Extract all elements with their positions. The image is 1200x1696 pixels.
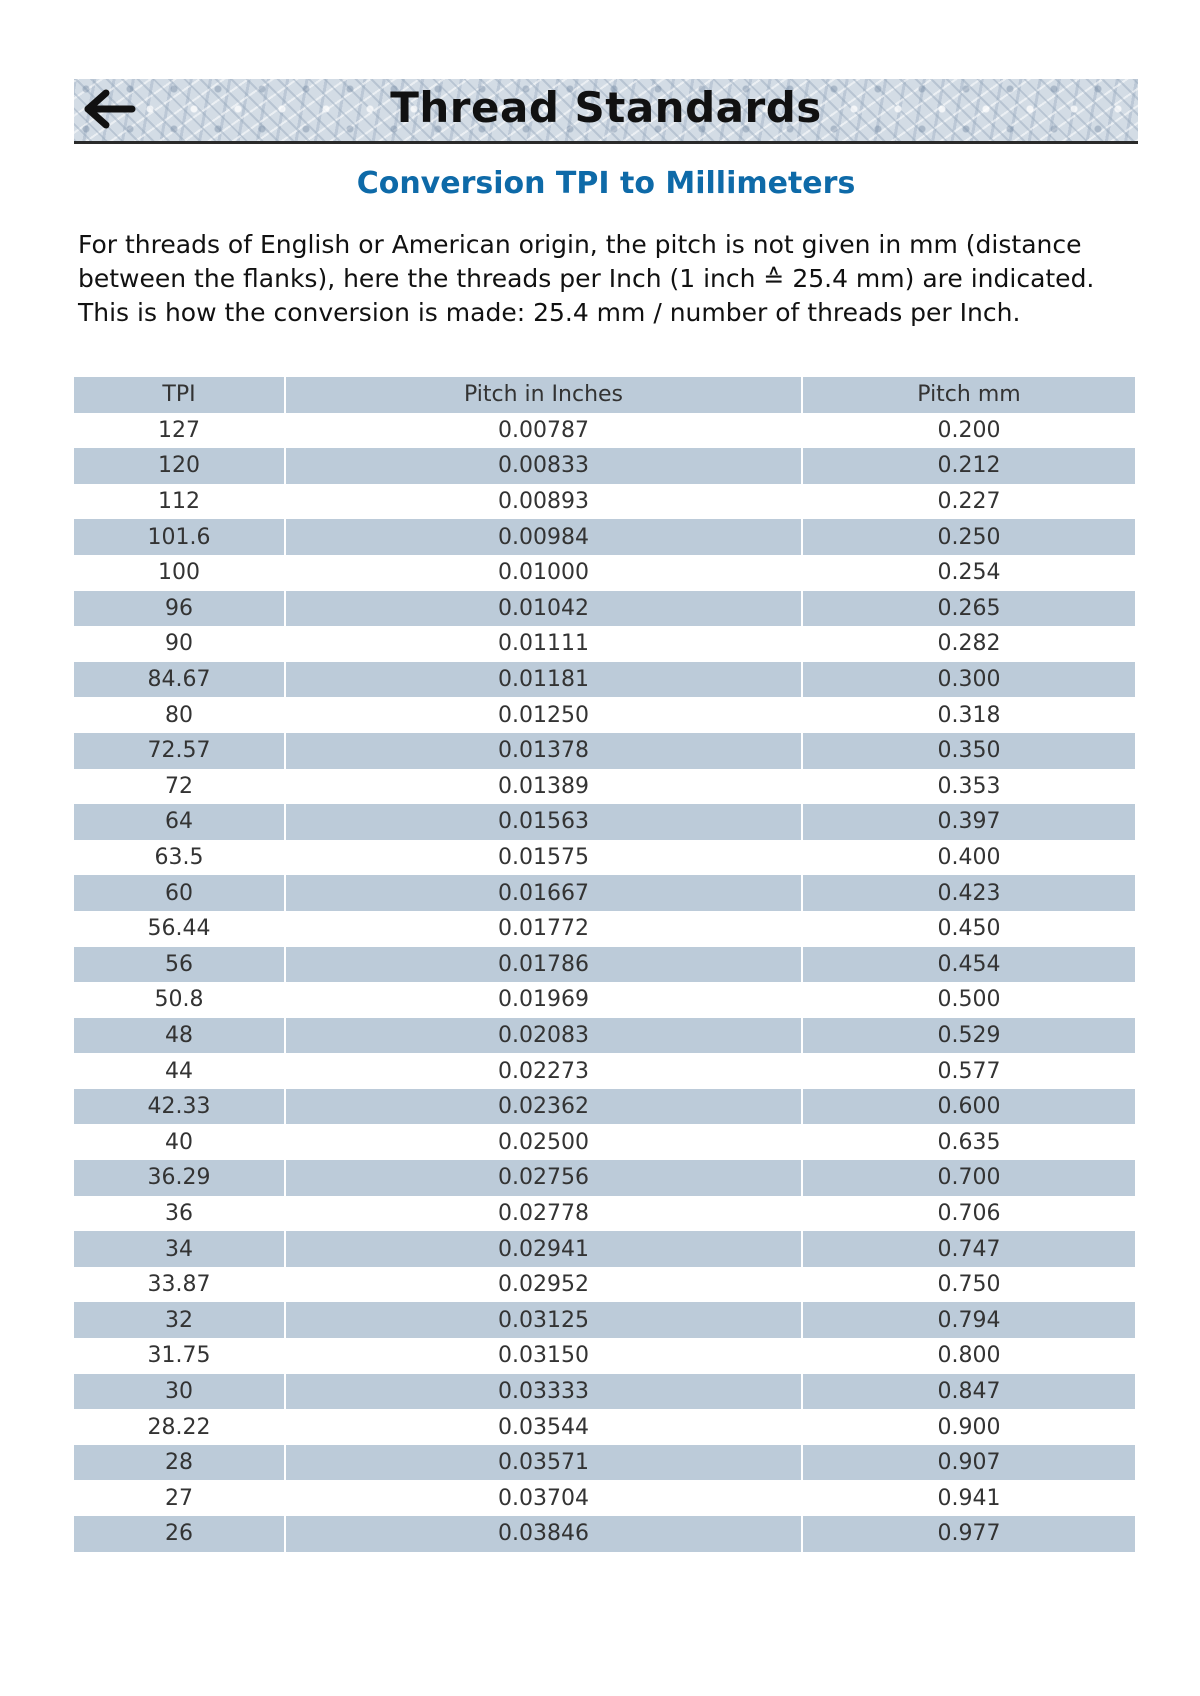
cell-pitch-inches: 0.01111 xyxy=(284,626,801,662)
cell-pitch-inches: 0.02362 xyxy=(284,1089,801,1125)
cell-tpi: 80 xyxy=(165,702,193,728)
cell-pitch-mm: 0.941 xyxy=(801,1480,1135,1516)
cell-tpi: 112 xyxy=(158,489,200,515)
table-row xyxy=(74,840,1135,876)
cell-pitch-mm: 0.700 xyxy=(801,1160,1135,1196)
cell-pitch-mm: 0.500 xyxy=(801,982,1135,1018)
table-row xyxy=(74,519,1135,555)
cell-tpi: 33.87 xyxy=(147,1272,211,1298)
cell-pitch-mm: 0.397 xyxy=(801,804,1135,840)
conversion-table xyxy=(74,377,1135,1552)
cell-tpi: 56.44 xyxy=(147,916,211,942)
cell-pitch-inches: 0.02952 xyxy=(284,1267,801,1303)
cell-pitch-inches: 0.02756 xyxy=(284,1160,801,1196)
table-row xyxy=(74,555,1135,591)
cell-tpi: 84.67 xyxy=(147,667,211,693)
cell-tpi: 50.8 xyxy=(154,987,204,1013)
table-row xyxy=(74,626,1135,662)
cell-pitch-mm: 0.318 xyxy=(801,697,1135,733)
table-row xyxy=(74,1516,1135,1552)
table-row xyxy=(74,733,1135,769)
cell-pitch-mm: 0.265 xyxy=(801,591,1135,627)
column-header-pitch-inches: Pitch in Inches xyxy=(284,377,801,413)
cell-pitch-mm: 0.529 xyxy=(801,1018,1135,1054)
cell-tpi: 42.33 xyxy=(147,1094,211,1120)
table-row xyxy=(74,1018,1135,1054)
cell-pitch-mm: 0.577 xyxy=(801,1053,1135,1089)
cell-pitch-mm: 0.400 xyxy=(801,840,1135,876)
cell-pitch-mm: 0.794 xyxy=(801,1302,1135,1338)
cell-pitch-inches: 0.01969 xyxy=(284,982,801,1018)
table-row xyxy=(74,982,1135,1018)
cell-tpi: 64 xyxy=(165,809,193,835)
table-row xyxy=(74,1302,1135,1338)
cell-tpi: 28 xyxy=(165,1450,193,1476)
cell-tpi: 34 xyxy=(165,1236,193,1262)
table-row xyxy=(74,1089,1135,1125)
table-row xyxy=(74,1445,1135,1481)
table-row xyxy=(74,1053,1135,1089)
table-header-row xyxy=(74,377,1135,413)
cell-pitch-mm: 0.350 xyxy=(801,733,1135,769)
cell-tpi: 101.6 xyxy=(147,524,211,550)
cell-pitch-inches: 0.01786 xyxy=(284,947,801,983)
table-row xyxy=(74,1374,1135,1410)
cell-tpi: 27 xyxy=(165,1485,193,1511)
cell-pitch-mm: 0.250 xyxy=(801,519,1135,555)
cell-pitch-inches: 0.01563 xyxy=(284,804,801,840)
cell-pitch-inches: 0.03333 xyxy=(284,1374,801,1410)
cell-tpi: 72 xyxy=(165,773,193,799)
table-row xyxy=(74,875,1135,911)
cell-pitch-mm: 0.750 xyxy=(801,1267,1135,1303)
table-row xyxy=(74,1480,1135,1516)
cell-pitch-inches: 0.00984 xyxy=(284,519,801,555)
cell-tpi: 31.75 xyxy=(147,1343,211,1369)
section-title: Conversion TPI to Millimeters xyxy=(356,166,856,201)
cell-pitch-mm: 0.706 xyxy=(801,1196,1135,1232)
table-row xyxy=(74,591,1135,627)
cell-tpi: 127 xyxy=(158,417,200,443)
cell-pitch-mm: 0.450 xyxy=(801,911,1135,947)
cell-pitch-inches: 0.03846 xyxy=(284,1516,801,1552)
cell-pitch-mm: 0.907 xyxy=(801,1445,1135,1481)
table-row xyxy=(74,1124,1135,1160)
cell-pitch-mm: 0.900 xyxy=(801,1409,1135,1445)
cell-pitch-inches: 0.01389 xyxy=(284,769,801,805)
cell-pitch-mm: 0.200 xyxy=(801,413,1135,449)
cell-pitch-mm: 0.300 xyxy=(801,662,1135,698)
table-row xyxy=(74,1338,1135,1374)
cell-pitch-mm: 0.282 xyxy=(801,626,1135,662)
intro-paragraph-1: For threads of English or American origin, the pitch is not given in mm (distance between the flanks), here the threads per Inch (1 inch ≙ 25.4 mm) are indicated. xyxy=(78,230,1095,293)
cell-tpi: 28.22 xyxy=(147,1414,211,1440)
table-row xyxy=(74,1231,1135,1267)
cell-pitch-mm: 0.847 xyxy=(801,1374,1135,1410)
cell-pitch-inches: 0.02778 xyxy=(284,1196,801,1232)
table-row xyxy=(74,947,1135,983)
cell-tpi: 120 xyxy=(158,453,200,479)
table-row xyxy=(74,697,1135,733)
cell-pitch-mm: 0.423 xyxy=(801,875,1135,911)
table-row xyxy=(74,413,1135,449)
cell-pitch-inches: 0.01575 xyxy=(284,840,801,876)
cell-pitch-inches: 0.01667 xyxy=(284,875,801,911)
cell-pitch-inches: 0.02500 xyxy=(284,1124,801,1160)
cell-pitch-inches: 0.03704 xyxy=(284,1480,801,1516)
cell-tpi: 60 xyxy=(165,880,193,906)
cell-tpi: 56 xyxy=(165,951,193,977)
cell-pitch-inches: 0.00893 xyxy=(284,484,801,520)
table-row xyxy=(74,911,1135,947)
cell-pitch-inches: 0.03150 xyxy=(284,1338,801,1374)
cell-tpi: 30 xyxy=(165,1378,193,1404)
cell-pitch-mm: 0.977 xyxy=(801,1516,1135,1552)
cell-pitch-inches: 0.00833 xyxy=(284,448,801,484)
cell-tpi: 26 xyxy=(165,1521,193,1547)
intro-paragraph-2: This is how the conversion is made: 25.4 mm / number of threads per Inch. xyxy=(78,298,1021,327)
header-banner xyxy=(74,79,1138,144)
cell-tpi: 63.5 xyxy=(154,845,204,871)
table-row xyxy=(74,1160,1135,1196)
cell-pitch-mm: 0.353 xyxy=(801,769,1135,805)
table-row xyxy=(74,769,1135,805)
intro-text xyxy=(78,228,1140,330)
cell-pitch-inches: 0.01000 xyxy=(284,555,801,591)
column-header-pitch-mm: Pitch mm xyxy=(801,377,1135,413)
table-row xyxy=(74,1267,1135,1303)
cell-tpi: 36.29 xyxy=(147,1165,211,1191)
cell-pitch-inches: 0.03544 xyxy=(284,1409,801,1445)
cell-pitch-inches: 0.02273 xyxy=(284,1053,801,1089)
table-row xyxy=(74,1409,1135,1445)
cell-pitch-mm: 0.600 xyxy=(801,1089,1135,1125)
column-header-tpi: TPI xyxy=(162,382,196,408)
cell-tpi: 90 xyxy=(165,631,193,657)
table-row xyxy=(74,804,1135,840)
cell-pitch-mm: 0.454 xyxy=(801,947,1135,983)
table-body xyxy=(74,413,1135,1552)
cell-tpi: 36 xyxy=(165,1200,193,1226)
cell-pitch-mm: 0.747 xyxy=(801,1231,1135,1267)
cell-pitch-inches: 0.00787 xyxy=(284,413,801,449)
cell-tpi: 96 xyxy=(165,595,193,621)
cell-pitch-mm: 0.212 xyxy=(801,448,1135,484)
cell-pitch-mm: 0.227 xyxy=(801,484,1135,520)
cell-tpi: 40 xyxy=(165,1129,193,1155)
cell-pitch-mm: 0.800 xyxy=(801,1338,1135,1374)
cell-pitch-inches: 0.01772 xyxy=(284,911,801,947)
cell-pitch-inches: 0.01250 xyxy=(284,697,801,733)
table-row xyxy=(74,662,1135,698)
cell-tpi: 32 xyxy=(165,1307,193,1333)
table-row xyxy=(74,484,1135,520)
cell-pitch-inches: 0.02941 xyxy=(284,1231,801,1267)
cell-pitch-inches: 0.03125 xyxy=(284,1302,801,1338)
cell-tpi: 100 xyxy=(158,560,200,586)
cell-pitch-mm: 0.254 xyxy=(801,555,1135,591)
cell-tpi: 48 xyxy=(165,1022,193,1048)
cell-pitch-mm: 0.635 xyxy=(801,1124,1135,1160)
table-row xyxy=(74,448,1135,484)
cell-pitch-inches: 0.01042 xyxy=(284,591,801,627)
cell-pitch-inches: 0.01181 xyxy=(284,662,801,698)
cell-pitch-inches: 0.01378 xyxy=(284,733,801,769)
cell-tpi: 44 xyxy=(165,1058,193,1084)
table-row xyxy=(74,1196,1135,1232)
cell-tpi: 72.57 xyxy=(147,738,211,764)
page-title: Thread Standards xyxy=(390,83,822,132)
cell-pitch-inches: 0.03571 xyxy=(284,1445,801,1481)
cell-pitch-inches: 0.02083 xyxy=(284,1018,801,1054)
